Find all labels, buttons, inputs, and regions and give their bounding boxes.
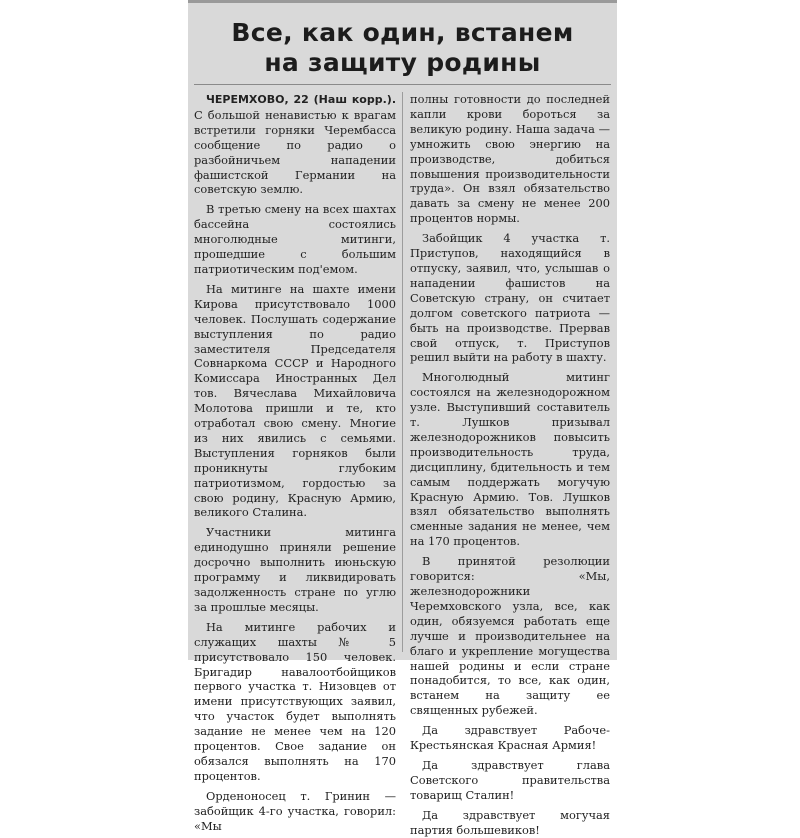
newspaper-clipping — [188, 0, 617, 837]
paragraph: Орденоносец т. Гринин — забойщик 4-го участка, говорил: «Мы — [194, 788, 396, 833]
paragraph: полны готовности до последней капли крови бороться за великую родину. Наша задача — умножить свою энергию на производстве, добиться повышения производительности труда». Он взял обязательство давать за смену не менее 200 процентов нормы. — [410, 92, 610, 226]
paragraph: На митинге рабочих и служащих шахты № 5 присутствовало 150 человек. Бригадир навалоотбойщиков первого участка т. Низовцев от имени присутствующих заявил, что участок будет выполнять задание не менее чем на 120 процентов. Свое задание он обязался выполнять на 170 процентов. — [194, 619, 396, 783]
right-column — [410, 92, 610, 837]
paragraph — [194, 92, 396, 197]
dateline: ЧЕРЕМХОВО, 22 (Наш корр.). — [206, 93, 396, 106]
headline-line-1: Все, как один, встанем — [231, 18, 574, 47]
paragraph-text: С большой ненавистью к врагам встретили горняки Черембасса сообщение по радио о разбойничьем нападении фашистской Германии на советскую землю. — [194, 107, 396, 197]
paragraph: Да здравствует могучая партия большевиков! — [410, 807, 610, 837]
paragraph: Да здравствует Рабоче-Крестьянская Красная Армия! — [410, 723, 610, 753]
column-divider — [402, 92, 403, 652]
paragraph: Многолюдный митинг состоялся на железнодорожном узле. Выступивший составитель т. Лушков призывал железнодорожников повысить производительность труда, дисциплину, бдительность и тем самым поддержать могучую Красную Армию. Тов. Лушков взял обязательство выполнять сменные задания не менее, чем на 170 процентов. — [410, 370, 610, 549]
paragraph: В третью смену на всех шахтах бассейна состоялись многолюдные митинги, прошедшие с большим патриотическим под'емом. — [194, 202, 396, 276]
article-headline — [188, 18, 617, 78]
paragraph: В принятой резолюции говорится: «Мы, железнодорожники Черемховского узла, все, как один, обязуемся работать еще лучше и производительнее на благо и укрепление могущества нашей родины и если стране понадобится, то все, как один, встанем на защиту ее священных рубежей. — [410, 554, 610, 718]
top-rule — [188, 0, 617, 3]
paragraph: На митинге на шахте имени Кирова присутствовало 1000 человек. Послушать содержание выступления по радио заместителя Председателя Совнаркома СССР и Народного Комиссара Иностранных Дел тов. Вячеслава Михайловича Молотова пришли и те, кто отработал свою смену. Многие из них явились с семьями. Выступления горняков были проникнуты глубоким патриотизмом, гордостью за свою родину, Красную Армию, великого Сталина. — [194, 281, 396, 520]
paragraph: Забойщик 4 участка т. Приступов, находящийся в отпуску, заявил, что, услышав о нападении фашистов на Советскую страну, он считает долгом советского патриота — быть на производстве. Прервав свой отпуск, т. Приступов решил выйти на работу в шахту. — [410, 231, 610, 365]
headline-rule — [194, 84, 611, 85]
paragraph: Участники митинга единодушно приняли решение досрочно выполнить июньскую программу и ликвидировать задолженность стране по углю за прошлые месяцы. — [194, 525, 396, 614]
paragraph: Да здравствует глава Советского правительства товарищ Сталин! — [410, 757, 610, 802]
headline-line-2: на защиту родины — [264, 48, 541, 77]
left-column — [194, 92, 396, 833]
